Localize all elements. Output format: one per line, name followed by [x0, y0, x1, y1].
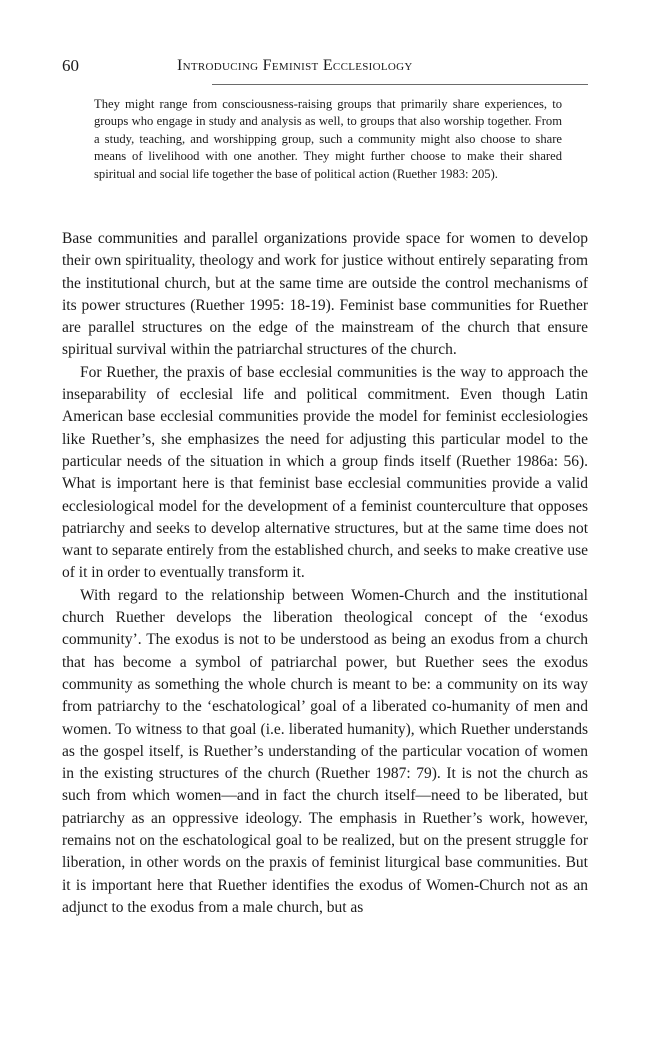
- page-number: 60: [62, 56, 79, 75]
- paragraph: For Ruether, the praxis of base ecclesial communities is the way to approach the inseparability of ecclesial life and political commitment. Even though Latin American base ecclesial communities provide the model for feminist ecclesiologies like Ruether’s, she emphasizes the need for adjusting this particular model to the particular needs of the situation in which a group finds itself (Ruether 1986a: 56). What is important here is that feminist base ecclesial communities provide a valid ecclesiological model for the development of a feminist counterculture that opposes patriarchy and seeks to develop alternative structures, but at the same time does not want to separate entirely from the established church, and seeks to make creative use of it in order to eventually transform it.: [62, 363, 588, 582]
- body-text: [62, 228, 588, 919]
- block-quotation: They might range from consciousness-raising groups that primarily share experiences, to groups who engage in study and analysis as well, to groups that also worship together. From a study, teaching, and worshipping group, such a community might also choose to share means of livelihood with one another. They might further choose to make their shared spiritual and social life together the base of political action (Ruether 1983: 205).: [94, 97, 562, 181]
- paragraph: Base communities and parallel organizations provide space for women to develop their own spirituality, theology and work for justice without entirely separating from the institutional church, but at the same time are outside the control mechanisms of its power structures (Ruether 1995: 18-19). Feminist base communities for Ruether are parallel structures on the edge of the mainstream of the church that ensure spiritual survival within the patriarchal structures of the church.: [62, 230, 588, 359]
- running-head: [62, 56, 588, 80]
- running-title: Introducing Feminist Ecclesiology: [177, 57, 413, 74]
- paragraph: With regard to the relationship between Women-Church and the institutional church Ruether develops the liberation theological concept of the ‘exodus community’. The exodus is not to be understood as being an exodus from a church that has become a symbol of patriarchal power, but Ruether sees the exodus community as something the whole church is meant to be: a community on its way from patriarchy to the ‘eschatological’ goal of a liberated co-humanity of men and women. To witness to that goal (i.e. liberated humanity), which Ruether understands as the gospel itself, is Ruether’s understanding of the particular vocation of women in the existing structures of the church (Ruether 1987: 79). It is not the church as such from which women—and in fact the church itself—need to be liberated, but patriarchy as an oppressive ideology. The emphasis in Ruether’s work, however, remains not on the eschatological goal to be realized, but on the present struggle for liberation, in other words on the praxis of feminist liturgical base communities. But it is important here that Ruether identifies the exodus of Women-Church not as an adjunct to the exodus from a male church, but as: [62, 586, 588, 916]
- header-rule: [212, 84, 588, 85]
